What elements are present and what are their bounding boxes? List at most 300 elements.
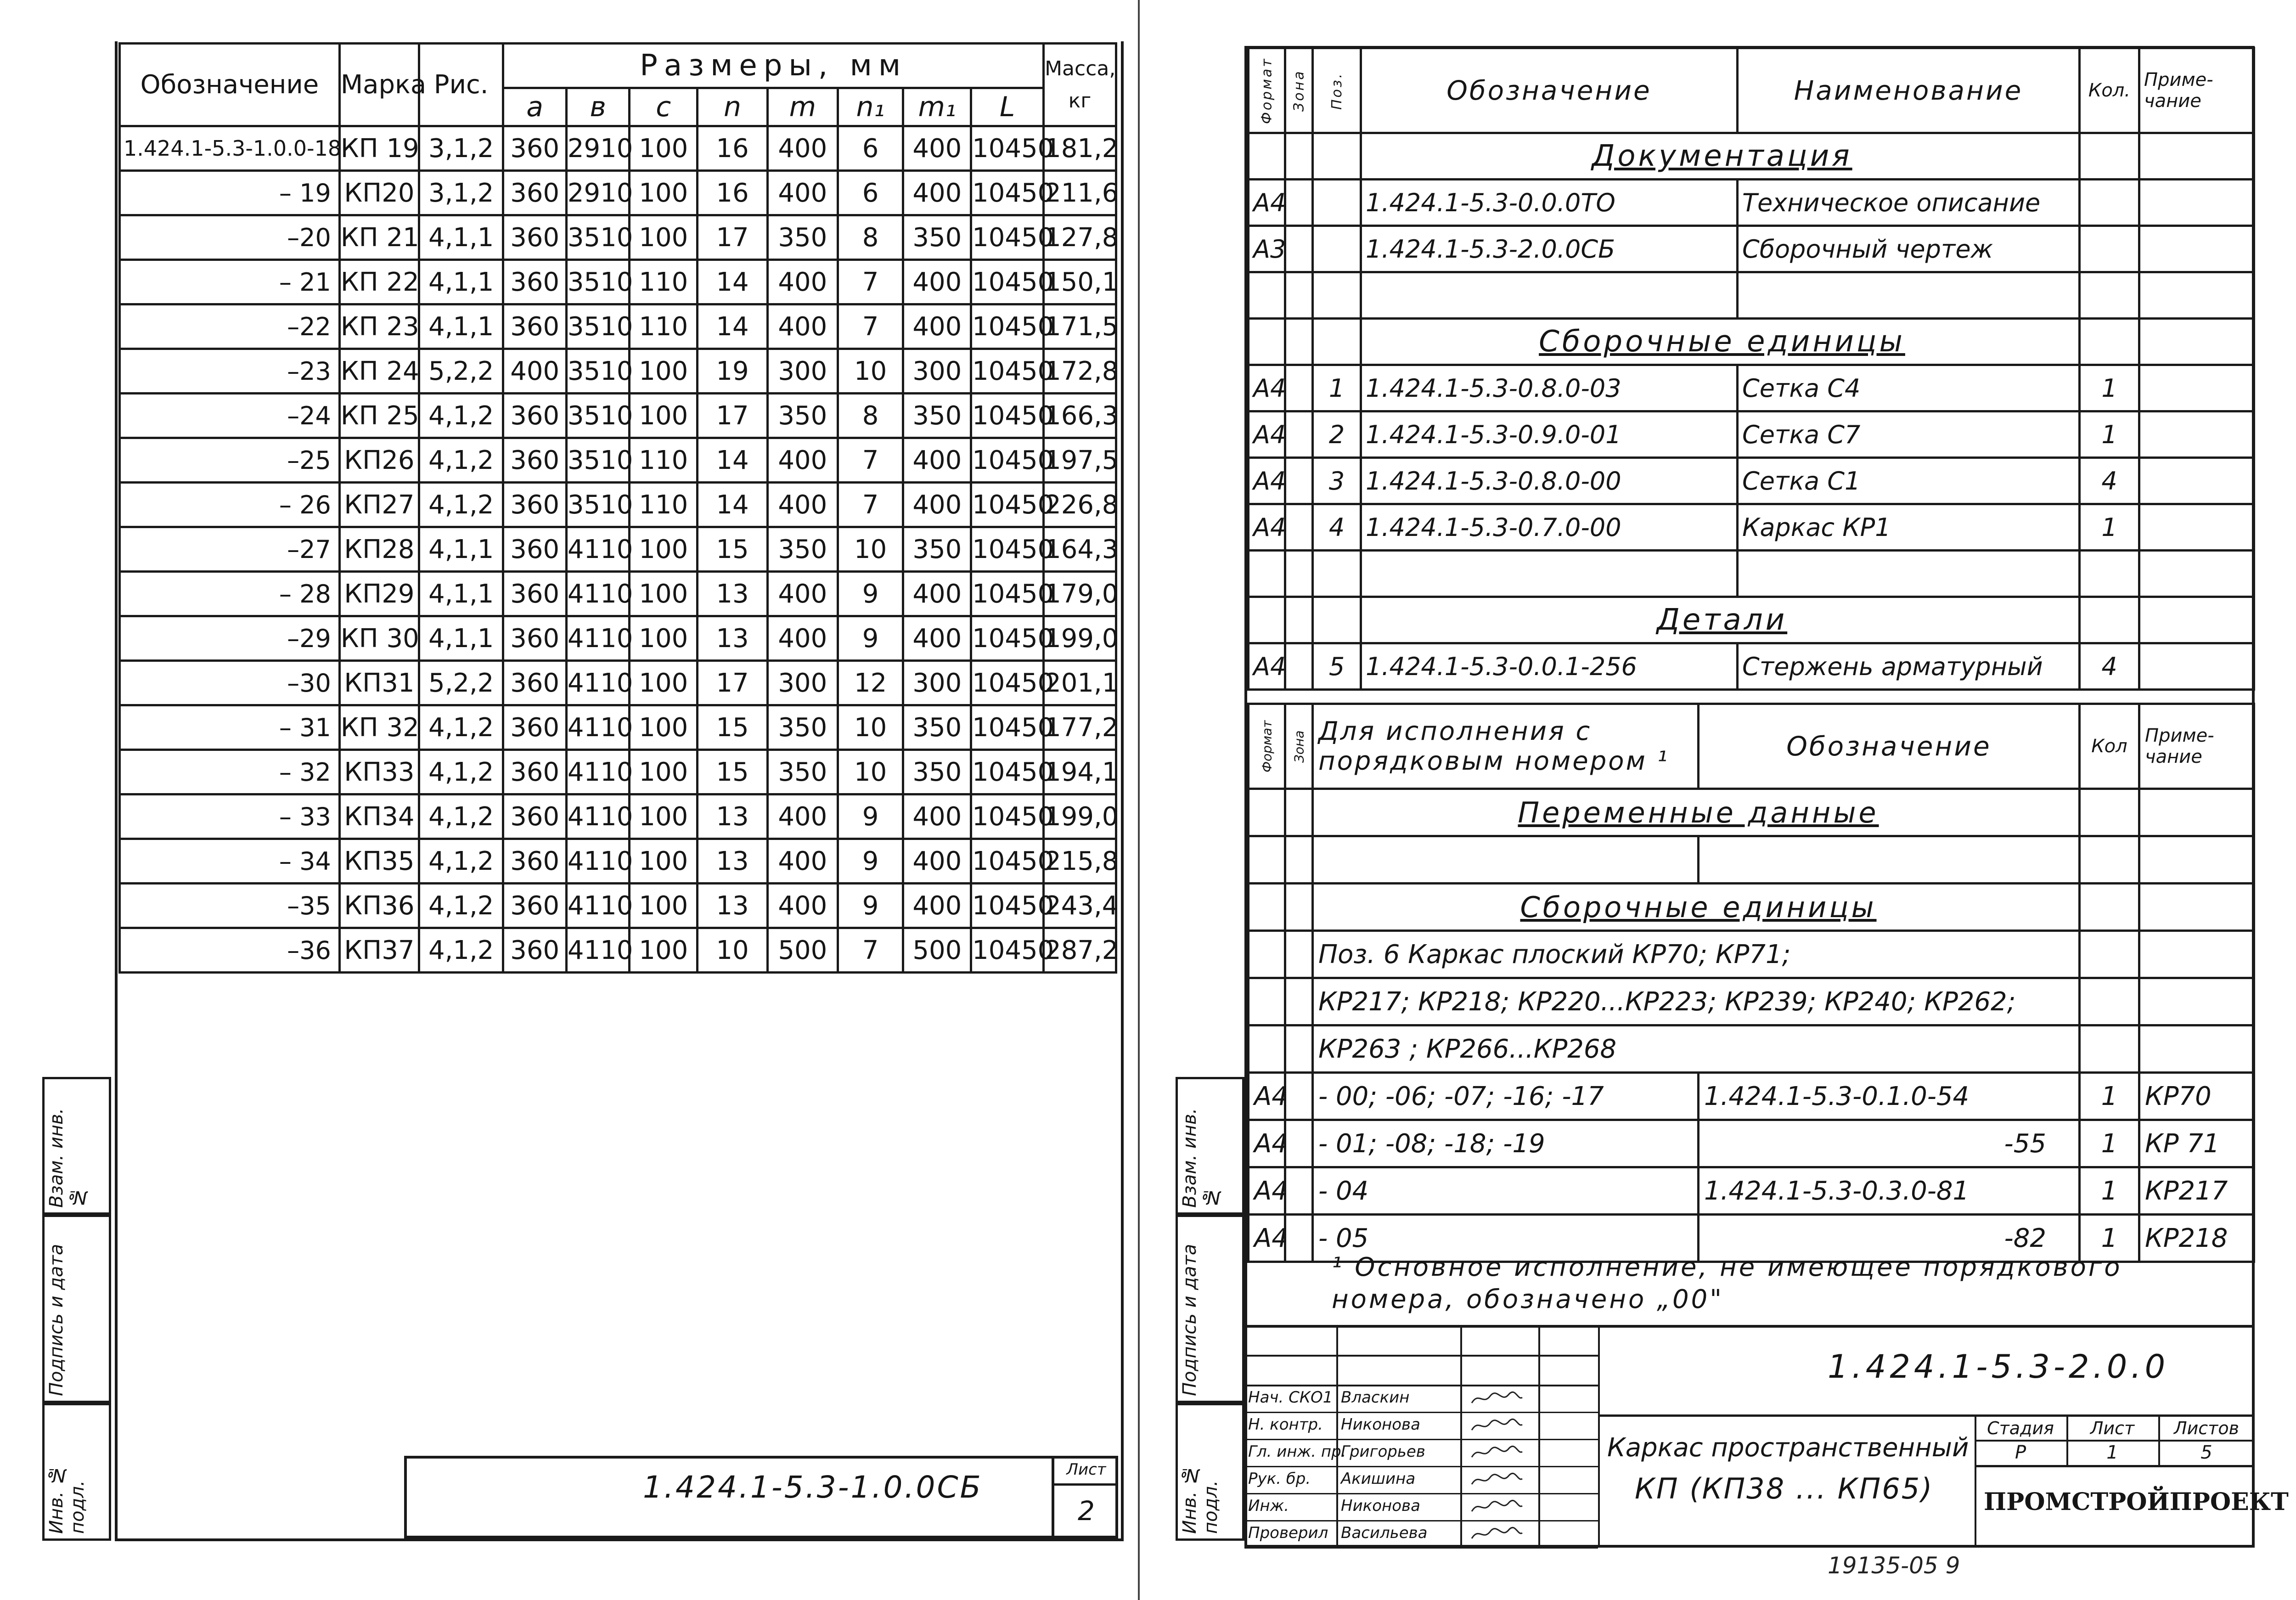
table-cell: 400 xyxy=(767,884,838,928)
col-header-c: c xyxy=(630,88,698,126)
person-role: Гл. инж. пр. xyxy=(1248,1442,1346,1461)
row-designation: –23 xyxy=(120,349,340,394)
table-cell: 360 xyxy=(503,527,567,572)
table-cell: 360 xyxy=(503,839,567,884)
var-row xyxy=(1249,836,2254,884)
signature-mark xyxy=(1469,1389,1525,1408)
var-cell-var: - 04 xyxy=(1313,1167,1699,1215)
person-role: Рук. бр. xyxy=(1248,1470,1311,1488)
people-row-line-1 xyxy=(1244,1385,1598,1386)
table-cell: 16 xyxy=(698,126,768,171)
table-cell: 12 xyxy=(838,661,903,705)
table-cell: 4110 xyxy=(566,794,630,839)
col-header-a: a xyxy=(503,88,567,126)
spec-cell-note xyxy=(2139,180,2254,226)
spec-cell-pos: 5 xyxy=(1313,643,1361,690)
col-header-mark: Марка xyxy=(339,44,419,126)
people-row-line xyxy=(1244,1493,1598,1494)
table-cell: 360 xyxy=(503,750,567,794)
table-row xyxy=(120,171,1116,215)
table-cell: 400 xyxy=(903,260,971,304)
table-cell: 10450 xyxy=(971,304,1044,349)
spec-cell-des: 1.424.1-5.3-2.0.0СБ xyxy=(1361,226,1738,272)
col-header-designation: Обозначение xyxy=(120,44,340,126)
people-row-line xyxy=(1244,1466,1598,1467)
spec-cell-des: 1.424.1-5.3-0.9.0-01 xyxy=(1361,411,1738,458)
table-cell: 350 xyxy=(903,705,971,750)
table-cell: 300 xyxy=(767,349,838,394)
var-cell-var: - 05 xyxy=(1313,1215,1699,1262)
spec-cell-fmt: А4 xyxy=(1249,411,1285,458)
table-cell: 4,1,2 xyxy=(419,928,503,973)
table-cell: 3510 xyxy=(566,483,630,527)
spec-cell-note xyxy=(2139,643,2254,690)
title-line-2: КП (КП38 ... КП65) xyxy=(1635,1472,1934,1505)
table-cell: 350 xyxy=(903,527,971,572)
table-cell: КП27 xyxy=(339,483,419,527)
table-cell: 9 xyxy=(838,839,903,884)
bottom-note: 19135-05 9 xyxy=(1828,1552,1960,1579)
var-cell-note: КР217 xyxy=(2139,1167,2254,1215)
var-cell-des: -55 xyxy=(1699,1120,2080,1167)
table-cell: 4,1,2 xyxy=(419,839,503,884)
table-cell: 10450 xyxy=(971,661,1044,705)
table-cell: 400 xyxy=(903,884,971,928)
section-heading: Документация xyxy=(1361,133,2080,180)
table-cell: 199,0 xyxy=(1044,794,1116,839)
spec-cell-note xyxy=(2139,226,2254,272)
table-cell: 10450 xyxy=(971,839,1044,884)
table-cell: 100 xyxy=(630,839,698,884)
table-cell: 400 xyxy=(767,572,838,616)
spec-cell-pos: 3 xyxy=(1313,458,1361,504)
table-cell: 360 xyxy=(503,884,567,928)
table-cell: 4,1,2 xyxy=(419,438,503,483)
col-header-fig: Рис. xyxy=(419,44,503,126)
table-row xyxy=(120,349,1116,394)
table-row xyxy=(120,839,1116,884)
table-cell: 243,4 xyxy=(1044,884,1116,928)
spec-cell-pos xyxy=(1313,226,1361,272)
left-side-label-signature: Подпись и дата xyxy=(46,1244,67,1396)
spec-row xyxy=(1249,180,2254,226)
var-row xyxy=(1249,1120,2254,1167)
table-cell: 100 xyxy=(630,527,698,572)
var-cell-des: 1.424.1-5.3-0.1.0-54 xyxy=(1699,1073,2080,1120)
spec-cell-name: Техническое описание xyxy=(1738,180,2080,226)
table-cell: 100 xyxy=(630,661,698,705)
footnote-text: ¹ Основное исполнение, не имеющее порядкового номера, обозначено „00" xyxy=(1332,1252,2122,1314)
table-cell: 400 xyxy=(903,616,971,661)
table-cell: КП 32 xyxy=(339,705,419,750)
table-cell: 14 xyxy=(698,438,768,483)
table-cell: 400 xyxy=(903,438,971,483)
var-cell-qty: 1 xyxy=(2080,1167,2139,1215)
table-cell: 360 xyxy=(503,394,567,438)
spec-cell-des: 1.424.1-5.3-0.0.1-256 xyxy=(1361,643,1738,690)
person-name: Акишина xyxy=(1341,1470,1416,1488)
var-cell-fmt: А4 xyxy=(1249,1167,1285,1215)
table-cell: 4110 xyxy=(566,705,630,750)
table-cell: 110 xyxy=(630,304,698,349)
table-cell: 287,2 xyxy=(1044,928,1116,973)
spec-cell-zone xyxy=(1285,643,1313,690)
table-cell: 400 xyxy=(903,572,971,616)
table-cell: 19 xyxy=(698,349,768,394)
row-designation: – 31 xyxy=(120,705,340,750)
table-cell: 10450 xyxy=(971,616,1044,661)
table-cell: 350 xyxy=(767,394,838,438)
table-cell: 211,6 xyxy=(1044,171,1116,215)
table-cell: 500 xyxy=(767,928,838,973)
section-heading: Сборочные единицы xyxy=(1313,884,2080,931)
organization-name: ПРОМСТРОЙПРОЕКТ xyxy=(1984,1488,2289,1516)
table-cell: 7 xyxy=(838,438,903,483)
table-cell: 3510 xyxy=(566,394,630,438)
table-cell: 350 xyxy=(767,705,838,750)
table-cell: КП 19 xyxy=(339,126,419,171)
table-cell: 16 xyxy=(698,171,768,215)
spec-cell-name: Сетка С7 xyxy=(1738,411,2080,458)
table-cell: 400 xyxy=(767,171,838,215)
table-row xyxy=(120,884,1116,928)
sheet-value: 1 xyxy=(2106,1442,2118,1463)
spec-row xyxy=(1249,226,2254,272)
table-row xyxy=(120,483,1116,527)
signature-mark xyxy=(1469,1416,1525,1435)
spec-cell-fmt: А4 xyxy=(1249,180,1285,226)
spec-cell-des: 1.424.1-5.3-0.8.0-03 xyxy=(1361,365,1738,411)
table-cell: 6 xyxy=(838,126,903,171)
specification-table xyxy=(1247,47,2255,691)
signature-mark xyxy=(1469,1525,1525,1543)
row-designation: –24 xyxy=(120,394,340,438)
var-row xyxy=(1249,978,2254,1025)
table-cell: 9 xyxy=(838,884,903,928)
spec-cell-fmt: А4 xyxy=(1249,365,1285,411)
row-designation: –35 xyxy=(120,884,340,928)
table-cell: 15 xyxy=(698,705,768,750)
table-cell: 3510 xyxy=(566,438,630,483)
table-cell: 13 xyxy=(698,794,768,839)
table-cell: 100 xyxy=(630,394,698,438)
table-cell: КП 25 xyxy=(339,394,419,438)
table-cell: 10 xyxy=(838,349,903,394)
table-cell: 500 xyxy=(903,928,971,973)
table-row xyxy=(120,126,1116,171)
table-cell: 100 xyxy=(630,750,698,794)
section-heading: Сборочные единицы xyxy=(1361,319,2080,365)
left-stamp-code: 1.424.1-5.3-1.0.0СБ xyxy=(643,1470,983,1505)
spec-cell-name: Сетка С1 xyxy=(1738,458,2080,504)
table-cell: 226,8 xyxy=(1044,483,1116,527)
var-cell-note: КР 71 xyxy=(2139,1120,2254,1167)
left-stamp-sheet-label: Лист xyxy=(1054,1456,1118,1486)
spec-cell-note xyxy=(2139,458,2254,504)
spec-row xyxy=(1249,597,2254,643)
table-cell: 360 xyxy=(503,126,567,171)
spec-cell-name: Сборочный чертеж xyxy=(1738,226,2080,272)
table-cell: 13 xyxy=(698,839,768,884)
table-cell: 350 xyxy=(903,750,971,794)
var-row xyxy=(1249,1167,2254,1215)
spec-cell-pos: 1 xyxy=(1313,365,1361,411)
spec-cell-name: Стержень арматурный xyxy=(1738,643,2080,690)
signature-mark xyxy=(1469,1443,1525,1462)
table-cell: КП34 xyxy=(339,794,419,839)
spec-cell-qty: 1 xyxy=(2080,411,2139,458)
table-cell: 100 xyxy=(630,572,698,616)
spec-cell-note xyxy=(2139,411,2254,458)
table-cell: 110 xyxy=(630,260,698,304)
spec-row xyxy=(1249,411,2254,458)
table-cell: 400 xyxy=(903,839,971,884)
assembly-text-line: Поз. 6 Каркас плоский КР70; КР71; xyxy=(1313,931,2080,978)
right-side-label-signature: Подпись и дата xyxy=(1179,1244,1200,1396)
table-cell: 400 xyxy=(767,438,838,483)
table-cell: КП 21 xyxy=(339,215,419,260)
table-cell: 10450 xyxy=(971,215,1044,260)
table-cell: 400 xyxy=(503,349,567,394)
table-cell: 100 xyxy=(630,171,698,215)
table-cell: 4,1,2 xyxy=(419,884,503,928)
table-cell: 100 xyxy=(630,349,698,394)
spec-row xyxy=(1249,319,2254,365)
table-cell: 3510 xyxy=(566,349,630,394)
spec-cell-des: 1.424.1-5.3-0.8.0-00 xyxy=(1361,458,1738,504)
spec-header-pos: Поз. xyxy=(1313,48,1361,133)
var-cell-des: 1.424.1-5.3-0.3.0-81 xyxy=(1699,1167,2080,1215)
table-cell: 100 xyxy=(630,928,698,973)
spec-cell-name: Сетка С4 xyxy=(1738,365,2080,411)
var-row xyxy=(1249,789,2254,836)
spec-header-note: Приме-чание xyxy=(2139,48,2254,133)
table-cell: 199,0 xyxy=(1044,616,1116,661)
table-cell: 13 xyxy=(698,572,768,616)
table-cell: 10450 xyxy=(971,750,1044,794)
spec-row xyxy=(1249,551,2254,597)
col-header-b: в xyxy=(566,88,630,126)
table-cell: 3510 xyxy=(566,304,630,349)
table-cell: 100 xyxy=(630,616,698,661)
table-row xyxy=(120,260,1116,304)
table-cell: 4,1,1 xyxy=(419,572,503,616)
table-cell: 360 xyxy=(503,794,567,839)
table-cell: 9 xyxy=(838,572,903,616)
person-name: Васильева xyxy=(1341,1524,1428,1542)
people-row-line xyxy=(1244,1547,1598,1549)
table-cell: 197,5 xyxy=(1044,438,1116,483)
right-side-stamp xyxy=(1176,1077,1244,1541)
table-cell: 400 xyxy=(767,483,838,527)
table-cell: 3,1,2 xyxy=(419,171,503,215)
stage-label: Стадия xyxy=(1987,1418,2054,1438)
table-cell: 13 xyxy=(698,884,768,928)
table-cell: 360 xyxy=(503,483,567,527)
table-cell: 360 xyxy=(503,572,567,616)
table-cell: 10450 xyxy=(971,349,1044,394)
people-row-line xyxy=(1244,1439,1598,1440)
table-cell: 10450 xyxy=(971,126,1044,171)
table-cell: 8 xyxy=(838,394,903,438)
table-cell: 4110 xyxy=(566,928,630,973)
table-row xyxy=(120,572,1116,616)
table-cell: 10450 xyxy=(971,572,1044,616)
table-cell: 14 xyxy=(698,483,768,527)
table-cell: 9 xyxy=(838,794,903,839)
spec-header-name: Наименование xyxy=(1738,48,2080,133)
row-designation: –30 xyxy=(120,661,340,705)
spec-row xyxy=(1249,133,2254,180)
table-row xyxy=(120,394,1116,438)
var-cell-fmt: А4 xyxy=(1249,1120,1285,1167)
table-cell: 360 xyxy=(503,928,567,973)
row-designation: –25 xyxy=(120,438,340,483)
table-cell: 194,1 xyxy=(1044,750,1116,794)
left-side-label-inventory: Инв. № подл. xyxy=(46,1464,88,1534)
table-cell: 10450 xyxy=(971,260,1044,304)
table-cell: 6 xyxy=(838,171,903,215)
table-cell: 13 xyxy=(698,616,768,661)
table-cell: 400 xyxy=(903,171,971,215)
table-row xyxy=(120,527,1116,572)
assembly-text-line: КР263 ; КР266...КР268 xyxy=(1313,1025,2080,1073)
var-header-qty: Кол xyxy=(2080,704,2139,789)
row-designation: –36 xyxy=(120,928,340,973)
table-cell: 4,1,1 xyxy=(419,527,503,572)
table-cell: 10 xyxy=(838,750,903,794)
col-header-n1: n₁ xyxy=(838,88,903,126)
table-cell: 10450 xyxy=(971,884,1044,928)
table-cell: 8 xyxy=(838,215,903,260)
sheet-divider xyxy=(1138,0,1140,1600)
table-cell: КП35 xyxy=(339,839,419,884)
table-cell: 7 xyxy=(838,304,903,349)
var-cell-qty: 1 xyxy=(2080,1215,2139,1262)
table-row xyxy=(120,705,1116,750)
var-header-format: Формат xyxy=(1249,704,1285,789)
table-cell: КП31 xyxy=(339,661,419,705)
table-cell: 3510 xyxy=(566,260,630,304)
var-cell-des: -82 xyxy=(1699,1215,2080,1262)
person-name: Никонова xyxy=(1341,1497,1420,1515)
spec-cell-pos: 2 xyxy=(1313,411,1361,458)
table-cell: 179,0 xyxy=(1044,572,1116,616)
person-name: Никонова xyxy=(1341,1415,1420,1434)
var-row xyxy=(1249,1073,2254,1120)
var-cell-fmt: А4 xyxy=(1249,1073,1285,1120)
table-cell: 400 xyxy=(903,304,971,349)
table-cell: 400 xyxy=(767,126,838,171)
table-cell: 7 xyxy=(838,928,903,973)
table-cell: 10450 xyxy=(971,928,1044,973)
var-cell-qty: 1 xyxy=(2080,1073,2139,1120)
table-cell: 5,2,2 xyxy=(419,349,503,394)
table-cell: 4110 xyxy=(566,839,630,884)
table-cell: 400 xyxy=(767,794,838,839)
table-cell: 4,1,1 xyxy=(419,304,503,349)
spec-cell-qty: 1 xyxy=(2080,365,2139,411)
stage-sheet-grid xyxy=(1975,1414,2255,1465)
var-header-note: Приме-чание xyxy=(2139,704,2254,789)
person-role: Инж. xyxy=(1248,1497,1289,1515)
table-cell: 350 xyxy=(767,750,838,794)
col-header-sizes: Размеры, мм xyxy=(503,44,1044,88)
table-cell: 10450 xyxy=(971,794,1044,839)
table-cell: 10450 xyxy=(971,483,1044,527)
spec-header-zone: Зона xyxy=(1285,48,1313,133)
table-cell: 4,1,1 xyxy=(419,616,503,661)
sheet-label: Лист xyxy=(2090,1418,2135,1438)
table-cell: КП 24 xyxy=(339,349,419,394)
left-stamp-sheet-box xyxy=(1052,1456,1118,1538)
spec-row xyxy=(1249,272,2254,319)
table-cell: 360 xyxy=(503,661,567,705)
table-row xyxy=(120,928,1116,973)
var-cell-var: - 00; -06; -07; -16; -17 xyxy=(1313,1073,1699,1120)
table-cell: 360 xyxy=(503,171,567,215)
table-cell: 400 xyxy=(767,260,838,304)
table-cell: 100 xyxy=(630,126,698,171)
spec-cell-zone xyxy=(1285,180,1313,226)
people-col-line-3 xyxy=(1538,1325,1540,1548)
table-cell: 300 xyxy=(903,349,971,394)
table-cell: 360 xyxy=(503,616,567,661)
table-cell: 4110 xyxy=(566,616,630,661)
spec-cell-qty xyxy=(2080,180,2139,226)
spec-cell-fmt: А4 xyxy=(1249,504,1285,551)
table-cell: 4,1,2 xyxy=(419,394,503,438)
row-designation: 1.424.1-5.3-1.0.0-18 xyxy=(120,126,340,171)
spec-cell-zone xyxy=(1285,458,1313,504)
spec-cell-fmt: А3 xyxy=(1249,226,1285,272)
table-row xyxy=(120,661,1116,705)
table-cell: 4,1,2 xyxy=(419,794,503,839)
left-stamp-sheet-number: 2 xyxy=(1078,1495,1095,1527)
table-cell: 360 xyxy=(503,705,567,750)
table-cell: 17 xyxy=(698,394,768,438)
table-cell: 2910 xyxy=(566,126,630,171)
right-side-label-inventory: Инв. № подл. xyxy=(1179,1464,1221,1534)
spec-cell-pos xyxy=(1313,180,1361,226)
person-name: Власкин xyxy=(1341,1388,1410,1407)
table-cell: 3,1,2 xyxy=(419,126,503,171)
row-designation: – 21 xyxy=(120,260,340,304)
table-cell: 400 xyxy=(767,304,838,349)
row-designation: –22 xyxy=(120,304,340,349)
spec-header-format: Формат xyxy=(1249,48,1285,133)
table-cell: 10450 xyxy=(971,171,1044,215)
table-row xyxy=(120,304,1116,349)
table-row xyxy=(120,215,1116,260)
right-side-label-replaced: Взам. инв. № xyxy=(1179,1108,1221,1208)
table-cell: 7 xyxy=(838,483,903,527)
var-cell-fmt: А4 xyxy=(1249,1215,1285,1262)
table-cell: 181,2 xyxy=(1044,126,1116,171)
left-sizes-table xyxy=(118,42,1117,974)
spec-cell-des: 1.424.1-5.3-0.7.0-00 xyxy=(1361,504,1738,551)
row-designation: – 19 xyxy=(120,171,340,215)
spec-header-qty: Кол. xyxy=(2080,48,2139,133)
spec-cell-zone xyxy=(1285,504,1313,551)
table-cell: 100 xyxy=(630,215,698,260)
table-cell: 201,1 xyxy=(1044,661,1116,705)
table-row xyxy=(120,750,1116,794)
var-cell-note: КР218 xyxy=(2139,1215,2254,1262)
spec-row xyxy=(1249,458,2254,504)
table-cell: 100 xyxy=(630,794,698,839)
spec-row xyxy=(1249,643,2254,690)
